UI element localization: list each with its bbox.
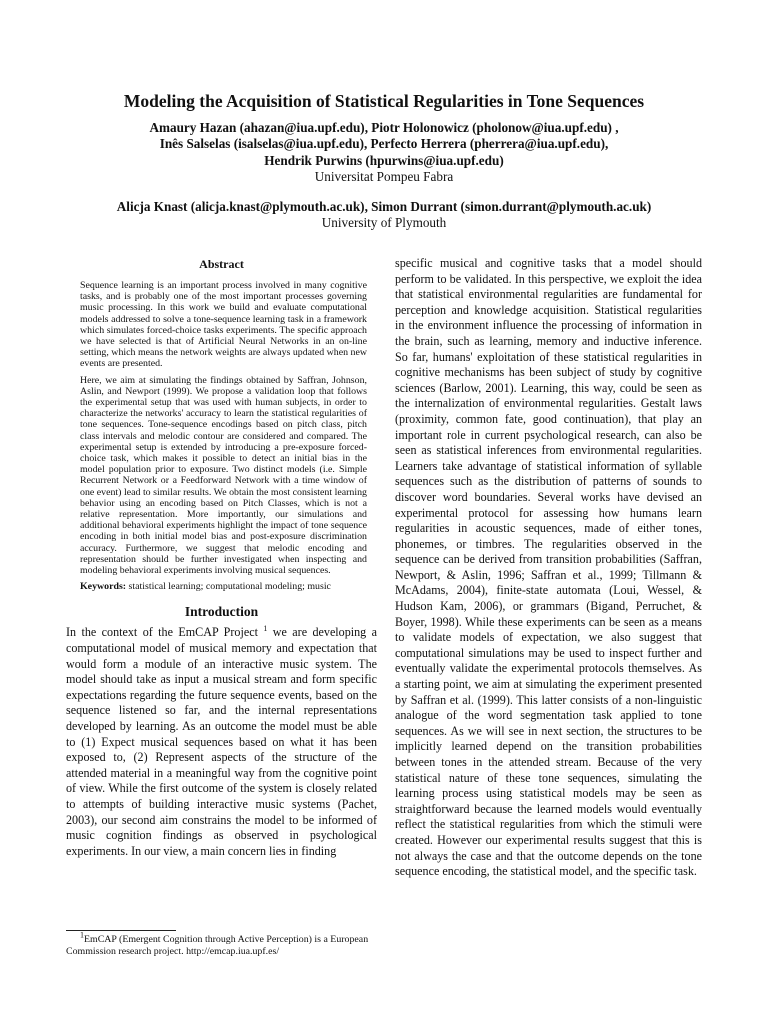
intro-text-rest: we are developing a computational model of musical memory and expectation that would form a module of an interactive music system. The model should take as input a musical stream and form specific expectations regarding the future sequence events, based on the sequence listened so far, and the internal representations developed by learning. As an outcome the model must be able to (1) Expect musical sequences based on what it has been exposed to, (2) Represent aspects of the structure of the attended material in a meaningful way from the cognitive point of view. While the first outcome of the system is closely related to attempts of building interactive music systems (Pachet, 2003), our second aim constrains the model to be informed of music cognition findings as observed in psychological experiments. In our view, a main concern lies in finding (66, 625, 378, 858)
author-line: Amaury Hazan (ahazan@iua.upf.edu), Piotr Holonowicz (pholonow@iua.upf.edu) , (149, 120, 619, 135)
abstract-paragraph: Sequence learning is an important process involved in many cognitive tasks, and is probably one of the most important processes governing music processing. In this work we build and evaluate computational models addressed to solve a tone-sequence learning task in a framework which simulates forced-choice tasks experiments. The specific approach we have selected is that of Artificial Neural Networks in an on-line setting, which means the network weights are always updated when new events are presented. (80, 280, 367, 370)
left-column (66, 256, 377, 880)
author-block-upf (66, 120, 702, 186)
abstract-heading: Abstract (199, 257, 244, 271)
body-paragraph: specific musical and cognitive tasks that a model should perform to be validated. In this perspective, we exploit the idea that statistical environmental regularities are fundamental for perception and knowledge acquisition. Statistical regularities in the environment influence the processing of information in the brain, such as learning, memory and inductive inference. So far, humans' exploitation of these statistical regularities in cognitive mechanisms has been subject of study by cognitive sciences (Barlow, 2001). Learning, this way, could be seen as the internalization of environmental regularities. Gestalt laws (proximity, common fate, good continuation), that play an important role in current psychological research, can also be seen as statistical inferences from environmental regularities. Learners take advantage of statistical information of syllable sequences such as the distribution of patterns of sounds to discover word boundaries. Several works have devised an experimental protocol for assessing how humans learn regularities in acoustic sequences, made of either tones, phonemes, or timbres. The regularities observed in the sequence can be derived from transition probabilities (Saffran, Newport, & Aslin, 1996; Saffran et al., 1999; Tillmann & McAdams, 2004), finite-state automata (Loui, Wessel, & Hudson Kam, 2006), or grammars (Bigand, Perruchet, & Boyer, 1998). While these experiments can be seen as a means to validate models of expectation, we also suggest that computational simulations may be used to inspect further and eventually validate the experimental protocols themselves. As a starting point, we aim at simulating the experiment presented by Saffran et al. (1999). This latter consists of a non-linguistic analogue of the word segmentation task applied to tone sequences. As we will see in next section, the structures to be implicitly learned depend on the transition probabilities between tones in the attended stream. Because of the very statistical nature of these tone sequences, simulating the learning process using statistical models may be seen as straightforward because the learned models would eventually reflect the statistical regularities from which the stimuli were created. However our experimental results suggest that this is not always the case and that the outcome depends on the tone sequence encoding, the statistical model, and the specific task. (395, 256, 702, 879)
right-column (395, 256, 702, 880)
introduction-body (66, 625, 377, 859)
affiliation: University of Plymouth (321, 215, 447, 231)
footnote-area (66, 930, 377, 957)
affiliation: Universitat Pompeu Fabra (314, 169, 454, 185)
abstract (66, 280, 377, 592)
intro-text-start: In the context of the EmCAP Project (66, 625, 258, 640)
author-line: Inês Salselas (isalselas@iua.upf.edu), Perfecto Herrera (pherrera@iua.upf.edu), (159, 136, 609, 152)
abstract-paragraph: Here, we aim at simulating the findings obtained by Saffran, Johnson, Aslin, and Newport (1999). We propose a validation loop that follows the experimental setup that was used with human subjects, in order to characterize the networks' accuracy to learn the statistical regularities of tone sequences. Tone-sequence encodings based on pitch class, pitch class intervals and melodic contour are considered and compared. The experimental setup is extended by introducing a pre-exposure forced-choice task, which makes it possible to detect an initial bias in the model population prior to exposure. Two distinct models (i.e. Simple Recurrent Network or a Feedforward Network with a time window of one event) lead to similar results. We obtain the most consistent learning behavior using an encoding based on Pitch Classes, which is not a relative representation. More importantly, our simulations and additional behavioral experiments highlight the impact of tone sequence encoding in both initial model bias and post-exposure discrimination accuracy. Furthermore, we suggest that melodic encoding and representation should be further investigated when inspecting and modeling behavioral experiments involving musical sequences. (80, 374, 367, 577)
paper-title: Modeling the Acquisition of Statistical Regularities in Tone Sequences (123, 91, 645, 111)
introduction-paragraph (66, 625, 377, 859)
keywords-label: Keywords: (80, 581, 127, 593)
footnote-ref: 1 (263, 624, 268, 634)
author-block-plymouth (66, 199, 702, 232)
keywords (80, 581, 367, 592)
two-column-body (66, 256, 702, 880)
footnote (66, 930, 377, 957)
footnote-text: EmCAP (Emergent Cognition through Active Perception) is a European Commission research project. http://emcap.iua.upf.es/ (66, 934, 369, 957)
footnote-mark: 1 (80, 930, 84, 940)
author-line: Hendrik Purwins (hpurwins@iua.upf.edu) (264, 152, 504, 168)
right-column-body (395, 256, 702, 880)
author-line: Alicja Knast (alicja.knast@plymouth.ac.uk), Simon Durrant (simon.durrant@plymouth.ac.uk) (116, 198, 652, 214)
keywords-text: statistical learning; computational modeling; music (128, 581, 331, 593)
introduction-heading: Introduction (184, 604, 259, 620)
